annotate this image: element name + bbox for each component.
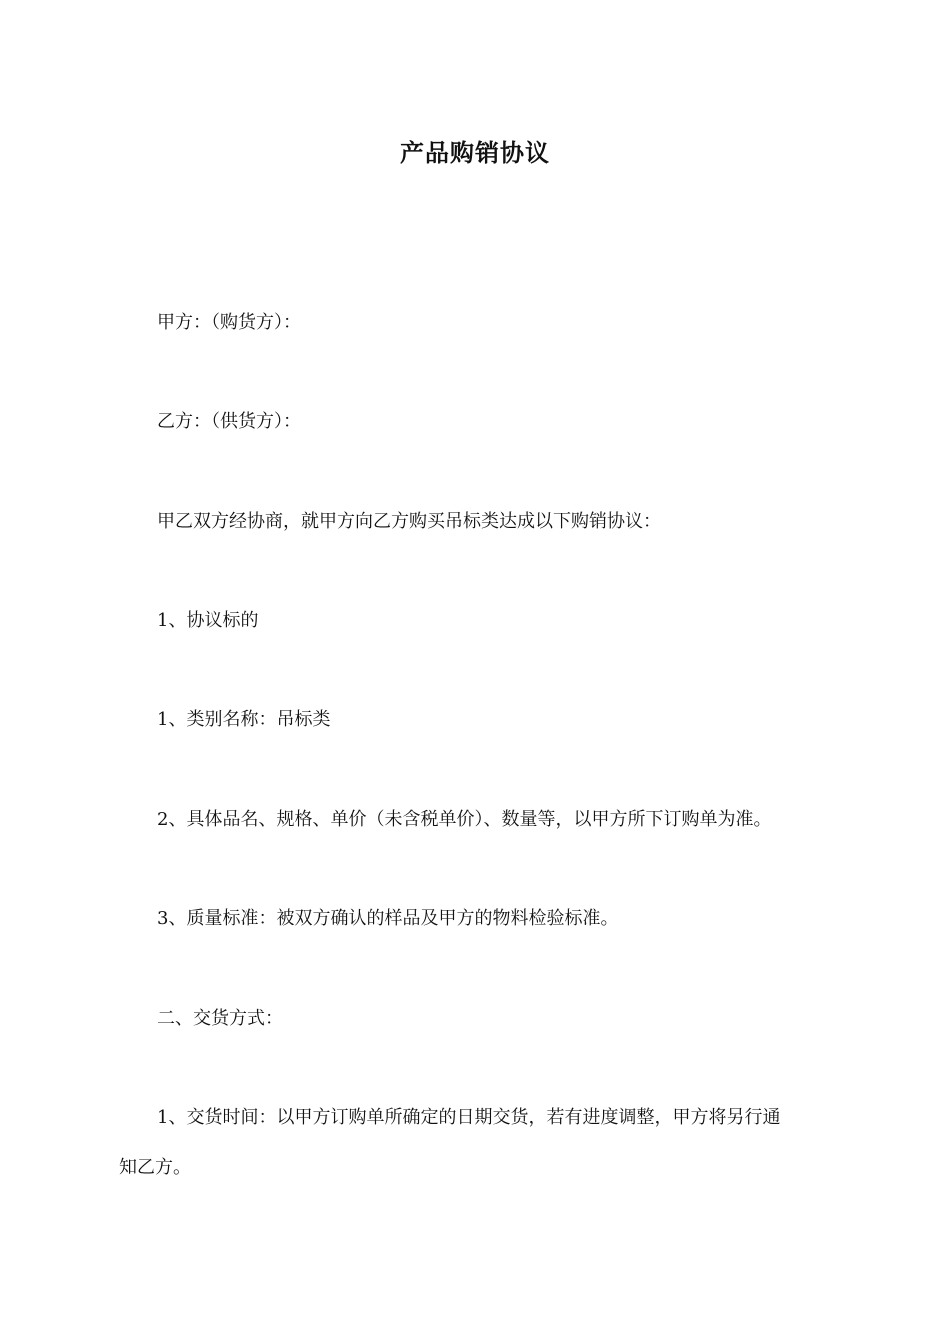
section-2-heading: 二、交货方式： xyxy=(157,1008,283,1029)
document-title: 产品购销协议 xyxy=(400,139,550,167)
clause-product-details: 2、具体品名、规格、单价（未含税单价）、数量等，以甲方所下订购单为准。 xyxy=(157,809,772,830)
section-1-heading: 1、协议标的 xyxy=(157,610,259,631)
clause-delivery-time xyxy=(119,1106,839,1180)
agreement-intro: 甲乙双方经协商，就甲方向乙方购买吊标类达成以下购销协议： xyxy=(157,511,661,532)
party-a-line: 甲方：（购货方）： xyxy=(157,312,301,333)
party-b-line: 乙方：（供货方）： xyxy=(157,411,301,432)
clause-category-name: 1、类别名称：吊标类 xyxy=(157,709,331,730)
clause-delivery-time-line2: 知乙方。 xyxy=(119,1157,191,1178)
clause-quality-standard: 3、质量标准：被双方确认的样品及甲方的物料检验标准。 xyxy=(157,908,619,929)
clause-delivery-time-line1: 1、交货时间：以甲方订购单所确定的日期交货，若有进度调整，甲方将另行通 xyxy=(157,1107,781,1128)
